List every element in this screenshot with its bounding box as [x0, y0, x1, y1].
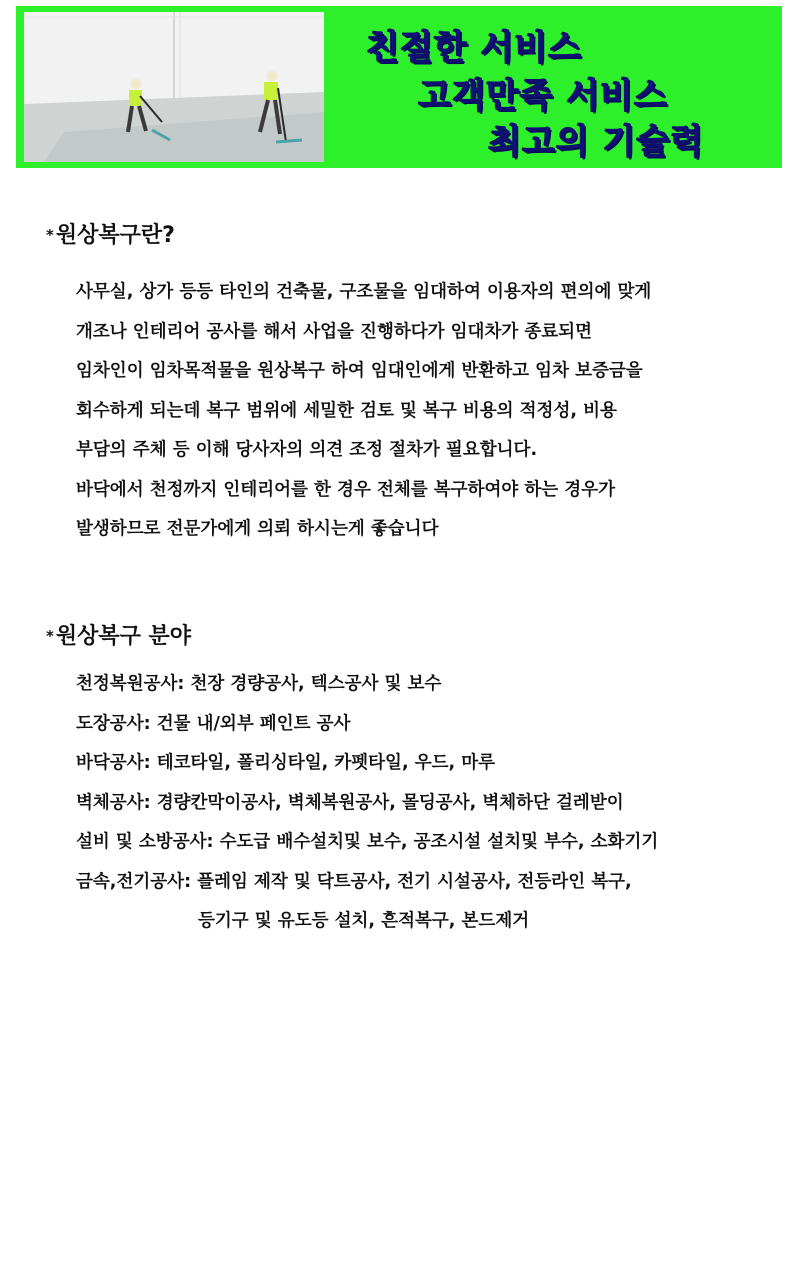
- field-item-metal-electric-continued: 등기구 및 유도등 설치, 흔적복구, 본드제거: [198, 911, 530, 931]
- paragraph-line: 임차인이 임차목적물을 원상복구 하여 임대인에게 반환하고 임차 보증금을: [76, 361, 643, 381]
- slogan-best-technology: 최고의 기술력: [488, 122, 704, 162]
- field-item-painting: 도장공사: 건물 내/외부 페인트 공사: [76, 713, 351, 734]
- restoration-description: [76, 276, 776, 553]
- field-item-plumbing-fire: 설비 및 소방공사: 수도급 배수설치및 보수, 공조시설 설치및 부수, 소화기기: [76, 832, 659, 852]
- field-item-metal-electric: 금속,전기공사: 플레임 제작 및 닥트공사, 전기 시설공사, 전등라인 복구,: [76, 871, 632, 892]
- section-heading-fields: [46, 619, 191, 650]
- paragraph-line: 부담의 주체 등 이해 당사자의 의견 조정 절차가 필요합니다.: [76, 440, 538, 460]
- section-heading-fields-text: 원상복구 분야: [55, 624, 192, 649]
- workers-floor-photo: [24, 12, 324, 162]
- field-item-ceiling: 천정복원공사: 천장 경량공사, 텍스공사 및 보수: [76, 674, 442, 694]
- paragraph-line: 회수하게 되는데 복구 범위에 세밀한 검토 및 복구 비용의 적정성, 비용: [76, 400, 617, 421]
- workers-floor-illustration: [24, 12, 324, 162]
- paragraph-line: 바닥에서 천정까지 인테리어를 한 경우 전체를 복구하여야 하는 경우가: [76, 479, 615, 500]
- paragraph-line: 개조나 인테리어 공사를 해서 사업을 진행하다가 임대차가 종료되면: [76, 321, 592, 342]
- field-item-wall: 벽체공사: 경량칸막이공사, 벽체복원공사, 몰딩공사, 벽체하단 걸레받이: [76, 792, 624, 813]
- slogan-friendly-service: 친절한 서비스: [366, 28, 582, 68]
- paragraph-line: 발생하므로 전문가에게 의뢰 하시는게 좋습니다: [76, 519, 439, 539]
- restoration-fields-list: [76, 668, 776, 945]
- section-heading-restoration: [46, 218, 175, 249]
- asterisk-icon: *: [46, 226, 54, 244]
- field-item-flooring: 바닥공사: 테코타일, 폴리싱타일, 카펫타일, 우드, 마루: [76, 753, 496, 773]
- paragraph-line: 사무실, 상가 등등 타인의 건축물, 구조물을 임대하여 이용자의 편의에 맞게: [76, 282, 652, 302]
- asterisk-icon: *: [46, 627, 54, 645]
- slogan-customer-satisfaction: 고객만족 서비스: [418, 76, 668, 116]
- header-banner: [16, 6, 782, 168]
- section-heading-restoration-text: 원상복구란?: [55, 223, 175, 248]
